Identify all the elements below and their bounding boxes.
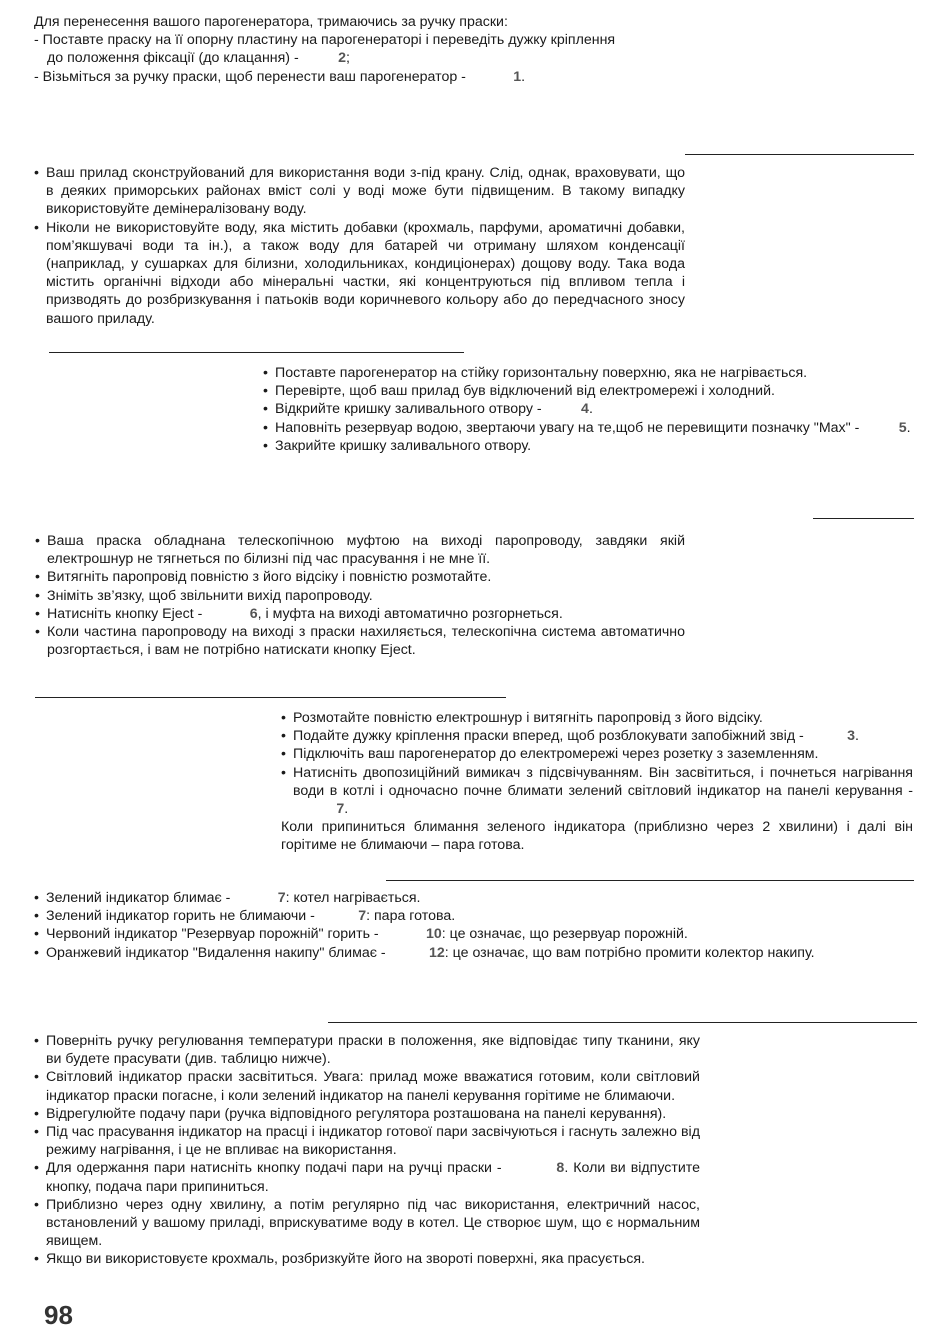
list-item: • Розмотайте повністю електрошнур і витягніть паропровід з його відсіку. <box>281 709 913 727</box>
list-item: • Поставте парогенератор на стійку горизонтальну поверхню, яка не нагрівається. <box>263 364 911 382</box>
section-divider <box>685 154 914 155</box>
list-item: • Ваша праска обладнана телескопічною муфтою на виході паропроводу, завдяки якій електрошнур не тягнеться по білизні під час прасування і не мне її. <box>35 532 685 568</box>
figure-ref: 1 <box>513 68 522 85</box>
carry-step-1: - Поставте праску на її опорну пластину на парогенераторі і переведіть дужку кріплення <box>34 32 616 49</box>
section-divider <box>49 352 464 353</box>
page-number: 98 <box>44 1300 73 1330</box>
list-item: • Витягніть паропровід повністю з його відсіку і повністю розмотайте. <box>35 568 685 586</box>
list-item: • Поверніть ручку регулювання температури праски в положення, яке відповідає типу тканини, яку ви будете прасувати (див. таблицю нижче). <box>34 1032 700 1068</box>
section-divider <box>813 518 914 519</box>
ironing-steps <box>34 1032 700 1269</box>
figure-ref: 6 <box>249 605 258 622</box>
list-item: • Зелений індикатор горить не блимаючи - 7: пара готова. <box>34 907 914 925</box>
list-item: • Для одержання пари натисніть кнопку подачі пари на ручці праски - 8. Коли ви відпустите кнопку, подача пари припиниться. <box>34 1159 700 1195</box>
list-item: • Якщо ви використовуєте крохмаль, розбризкуйте його на звороті поверхні, яка прасується. <box>34 1250 700 1268</box>
list-item: • Світловий індикатор праски засвітиться. Увага: прилад може вважатися готовим, коли світловий індикатор праски погасне, і коли зелений індикатор на панелі керування горітиме не блимаючи. <box>34 1068 700 1104</box>
telescopic-coupling <box>35 532 685 659</box>
figure-ref: 12 <box>428 944 445 961</box>
figure-ref: 7 <box>277 890 286 906</box>
list-item: • Закрийте кришку заливального отвору. <box>263 437 911 455</box>
steam-ready-note: Коли припиниться блимання зеленого індикатора (приблизно через 2 хвилини) і далі він горітиме не блимаючи – пара готова. <box>281 819 913 854</box>
figure-ref: 3 <box>847 728 856 745</box>
list-item: • Натисніть двопозиційний вимикач з підсвічуванням. Він засвітиться, і почнеться нагрівання води в котлі і одночасно почне блимати зелений світловий індикатор на панелі керування - 7. <box>281 764 913 819</box>
list-item: • Під час прасування індикатор на прасці і індикатор готової пари засвічуються і гаснуть залежно від режиму нагрівання, і це не впливає на використання. <box>34 1123 700 1159</box>
indicator-list <box>34 889 914 962</box>
power-on-steps <box>281 709 913 855</box>
figure-ref: 5 <box>898 419 907 436</box>
list-item: • Червоний індикатор "Резервуар порожній" горить - 10: це означає, що резервуар порожній. <box>34 925 914 943</box>
figure-ref: 7 <box>336 801 345 818</box>
carry-intro: Для перенесення вашого парогенератора, тримаючись за ручку праски: <box>34 14 508 30</box>
list-item: • Зелений індикатор блимає - 7: котел нагрівається. <box>34 889 914 907</box>
list-item: • Подайте дужку кріплення праски вперед, щоб розблокувати запобіжний звід - 3. <box>281 727 913 745</box>
list-item: • Коли частина паропроводу на виході з праски нахиляється, телескопічна система автоматично розгортається, і вам не потрібно натискати кнопку Eject. <box>35 623 685 659</box>
list-item: • Відкрийте кришку заливального отвору - 4. <box>263 400 911 418</box>
list-item: • Наповніть резервуар водою, звертаючи увагу на те,щоб не перевищити позначку "Max" - 5. <box>263 419 911 437</box>
list-item: • Ваш прилад сконструйований для використання води з-під крану. Слід, однак, враховувати, що в деяких приморських районах вміст солі у воді може бути підвищеним. В такому випадку використовуйте демінералізовану воду. <box>34 164 685 219</box>
figure-ref: 8 <box>556 1160 565 1177</box>
list-item: • Натисніть кнопку Eject - 6, і муфта на виході автоматично розгорнеться. <box>35 605 685 623</box>
water-info <box>34 164 685 328</box>
carry-step-2: - Візьміться за ручку праски, щоб перенести ваш парогенератор - 1. <box>34 68 526 85</box>
list-item: • Зніміть зв’язку, щоб звільнити вихід паропроводу. <box>35 587 685 605</box>
figure-ref: 7 <box>358 908 367 925</box>
list-item: • Ніколи не використовуйте воду, яка містить добавки (крохмаль, парфуми, ароматичні добавки, пом’якшувачі води та ін.), а також воду для батарей чи отриману шляхом конденсації (наприклад, у сушарках для білизни, холодильниках, кондиціонерах) дощову воду. Така вода містить органічні відходи або мінеральні частки, які концентруються під впливом тепла і призводять до розбризкування і патьоків води коричневого кольору або до передчасного зносу вашого приладу. <box>34 219 685 328</box>
figure-ref: 10 <box>425 926 442 943</box>
list-item: • Підключіть ваш парогенератор до електромережі через розетку з заземленням. <box>281 745 913 763</box>
section-divider <box>328 1022 917 1023</box>
carry-step-1-cont: до положення фіксації (до клацання) - 2; <box>47 50 350 67</box>
figure-ref: 4 <box>581 401 589 418</box>
list-item: • Приблизно через одну хвилину, а потім регулярно під час використання, електричний насос, встановлений у вашому приладі, вприскуватиме воду в котел. Це створює шум, що є нормальним явищем. <box>34 1196 700 1251</box>
filling-steps <box>263 364 911 455</box>
list-item: • Перевірте, щоб ваш прилад був відключений від електромережі і холодний. <box>263 382 911 400</box>
section-divider <box>386 880 914 881</box>
section-divider <box>35 697 506 698</box>
list-item: • Відрегулюйте подачу пари (ручка відповідного регулятора розташована на панелі керування). <box>34 1105 700 1123</box>
list-item: • Оранжевий індикатор "Видалення накипу" блимає - 12: це означає, що вам потрібно промити колектор накипу. <box>34 944 914 962</box>
figure-ref: 2 <box>338 50 346 67</box>
carry-instructions <box>34 13 694 86</box>
